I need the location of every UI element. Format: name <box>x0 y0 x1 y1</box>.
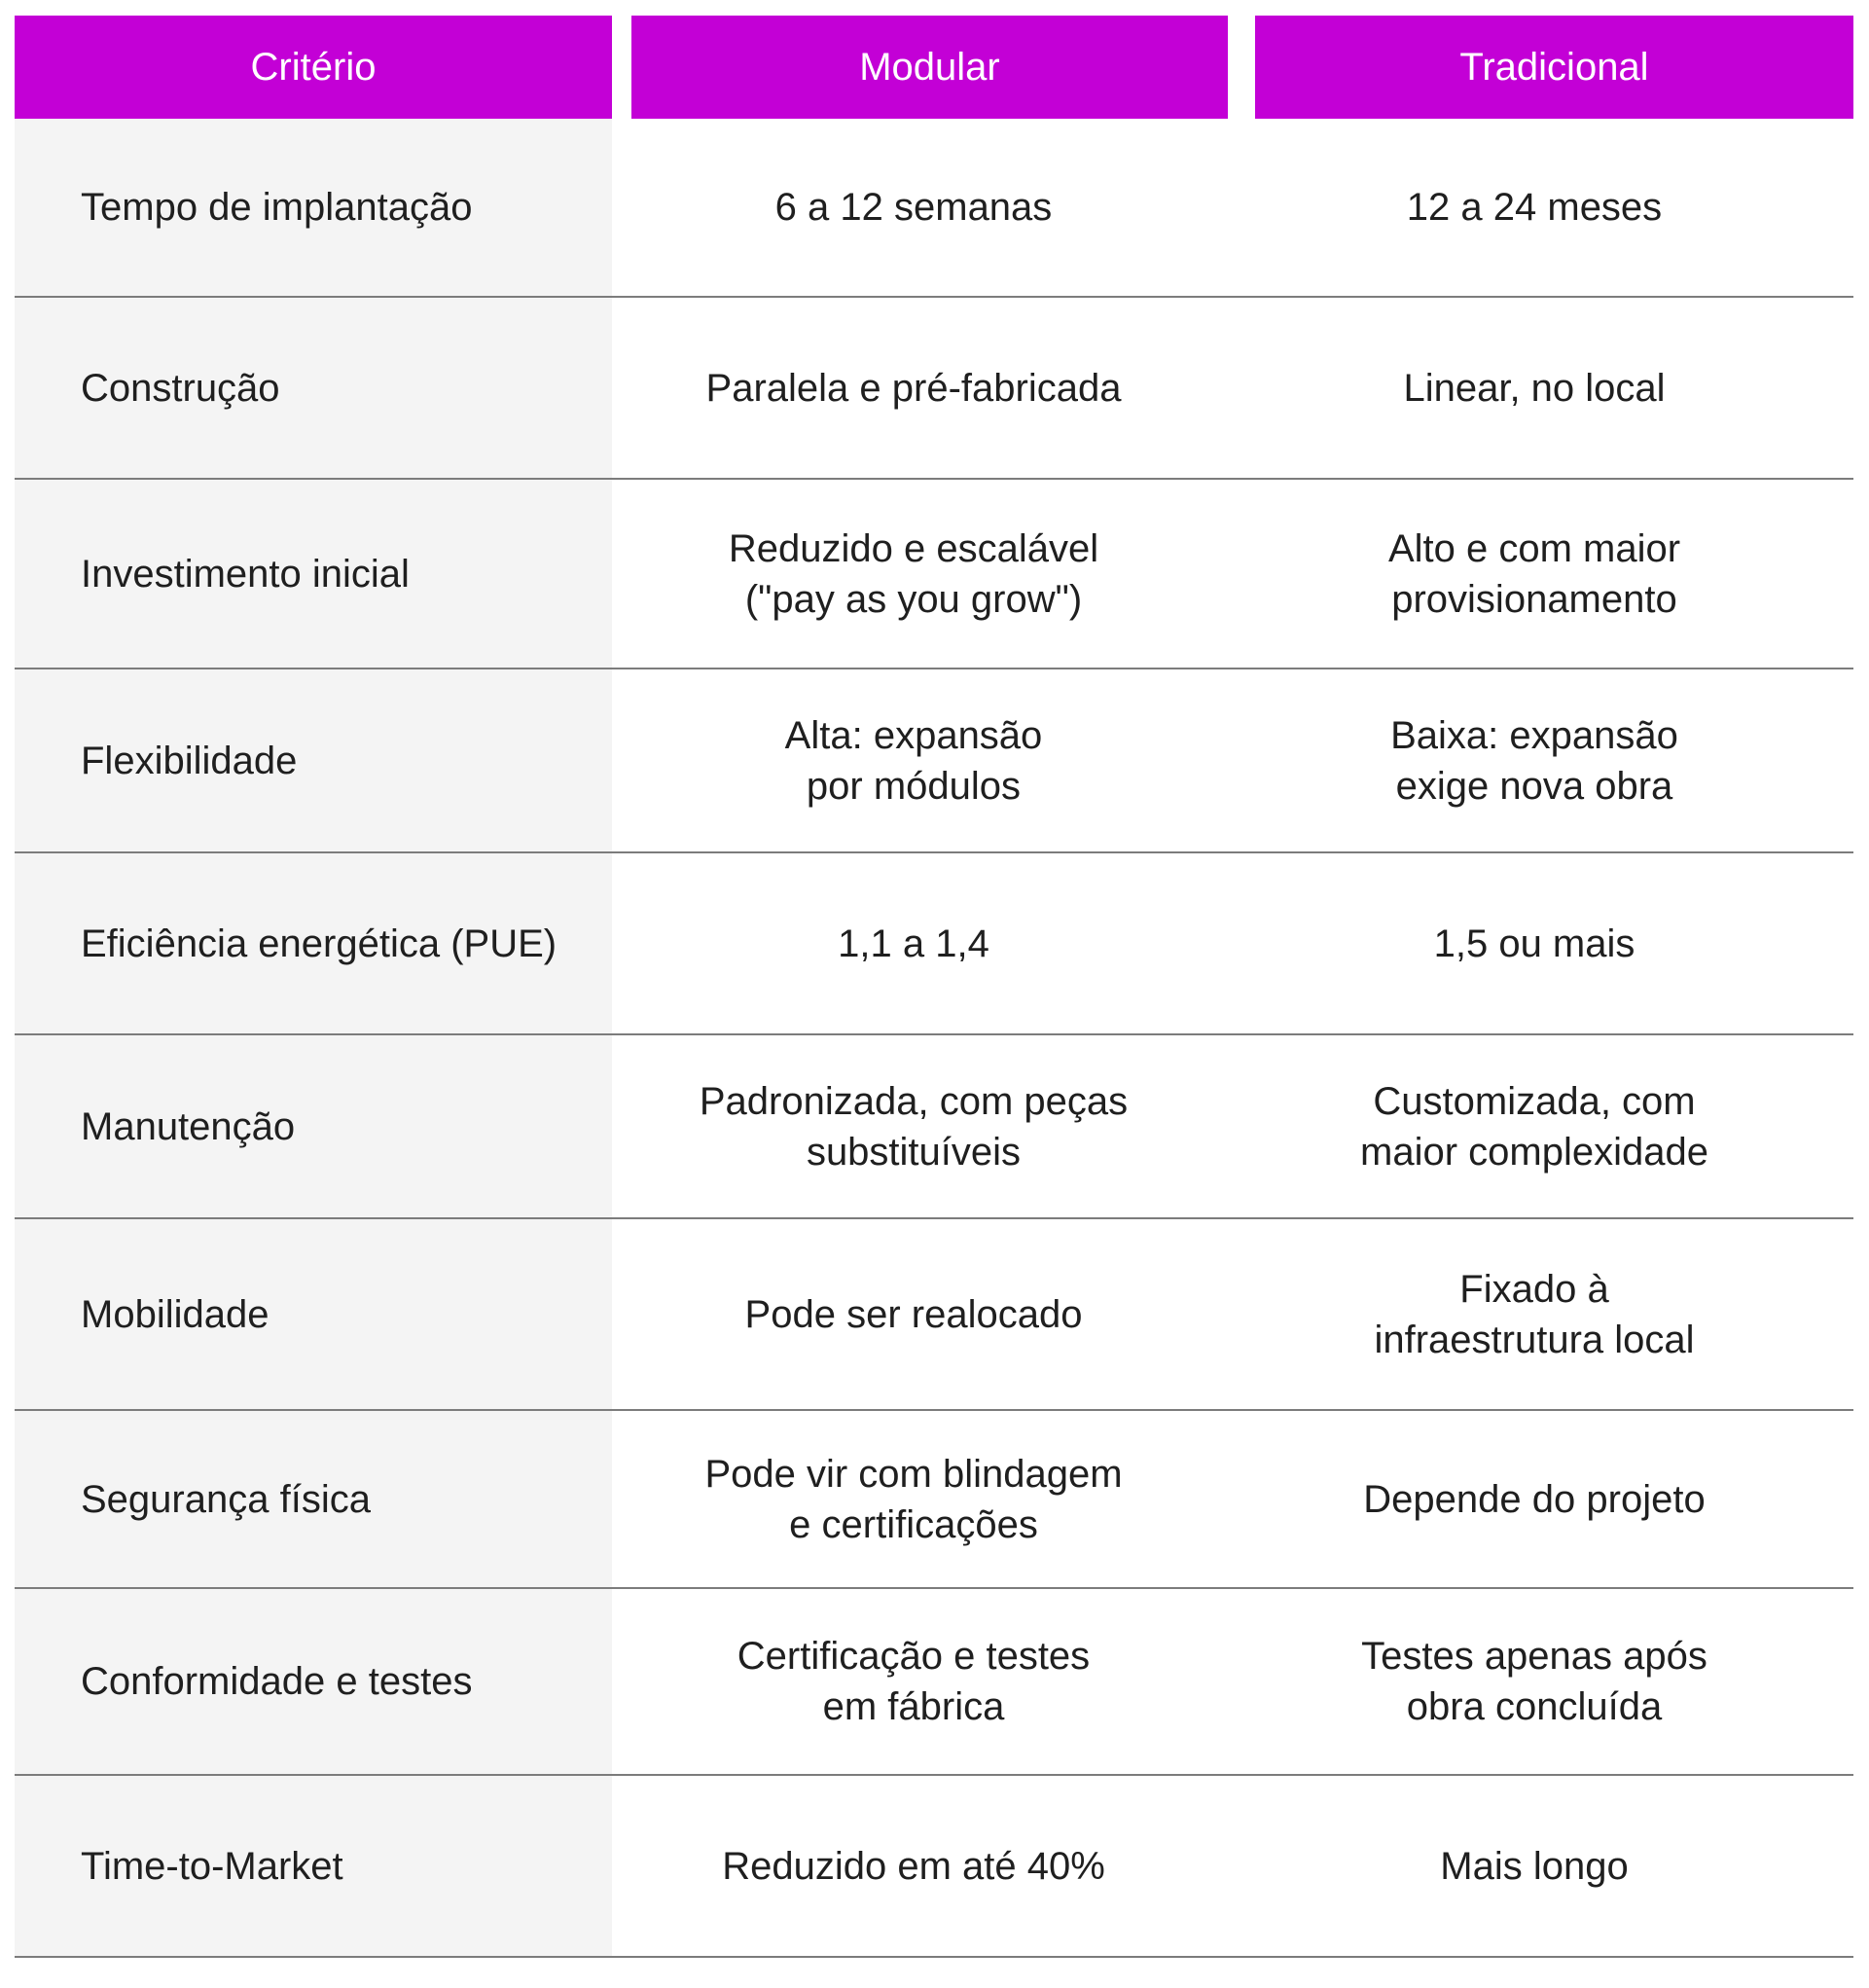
modular-cell: Padronizada, com peças substituíveis <box>699 1079 1129 1174</box>
criterion-cell: Conformidade e testes <box>15 1589 612 1774</box>
traditional-cell: Testes apenas após obra concluída <box>1361 1635 1707 1728</box>
table-row <box>15 119 1853 298</box>
table-row <box>15 1219 1853 1411</box>
criterion-cell: Tempo de implantação <box>15 119 612 296</box>
traditional-cell: Alto e com maior provisionamento <box>1387 526 1681 621</box>
criterion-cell: Manutenção <box>15 1035 612 1217</box>
criterion-cell: Construção <box>15 298 612 478</box>
table-row <box>15 1411 1853 1589</box>
header-modular: Modular <box>631 16 1228 119</box>
modular-cell: Reduzido em até 40% <box>722 1844 1105 1888</box>
criterion-cell: Segurança física <box>15 1411 612 1587</box>
header-tradicional: Tradicional <box>1255 16 1853 119</box>
modular-cell: Pode vir com blindagem e certificações <box>704 1452 1123 1546</box>
criterion-cell: Mobilidade <box>15 1219 612 1409</box>
traditional-cell: Linear, no local <box>1403 366 1666 410</box>
modular-cell: Reduzido e escalável ("pay as you grow") <box>728 526 1099 621</box>
traditional-cell: Customizada, com maior complexidade <box>1360 1079 1708 1174</box>
traditional-cell: Mais longo <box>1440 1844 1629 1888</box>
table-row <box>15 669 1853 853</box>
table-header <box>15 16 1853 119</box>
table-row <box>15 1589 1853 1776</box>
criterion-cell: Flexibilidade <box>15 669 612 851</box>
modular-cell: 6 a 12 semanas <box>774 186 1053 229</box>
criterion-cell: Time-to-Market <box>15 1776 612 1956</box>
modular-cell: Pode ser realocado <box>744 1292 1083 1336</box>
modular-cell: Alta: expansão por módulos <box>784 713 1043 808</box>
traditional-cell: 12 a 24 meses <box>1406 186 1663 229</box>
modular-cell: Paralela e pré-fabricada <box>705 366 1122 410</box>
traditional-cell: Fixado à infraestrutura local <box>1374 1267 1695 1361</box>
header-criterio: Critério <box>15 16 612 119</box>
table-row <box>15 1035 1853 1219</box>
criterion-cell: Eficiência energética (PUE) <box>15 853 612 1033</box>
modular-cell: 1,1 a 1,4 <box>838 922 989 965</box>
table-row <box>15 1776 1853 1958</box>
traditional-cell: Baixa: expansão exige nova obra <box>1390 713 1678 808</box>
comparison-table <box>15 16 1853 1958</box>
traditional-cell: 1,5 ou mais <box>1433 922 1635 965</box>
table-row <box>15 298 1853 480</box>
criterion-cell: Investimento inicial <box>15 480 612 668</box>
table-row <box>15 480 1853 669</box>
modular-cell: Certificação e testes em fábrica <box>737 1635 1091 1728</box>
traditional-cell: Depende do projeto <box>1363 1477 1706 1521</box>
table-row <box>15 853 1853 1035</box>
